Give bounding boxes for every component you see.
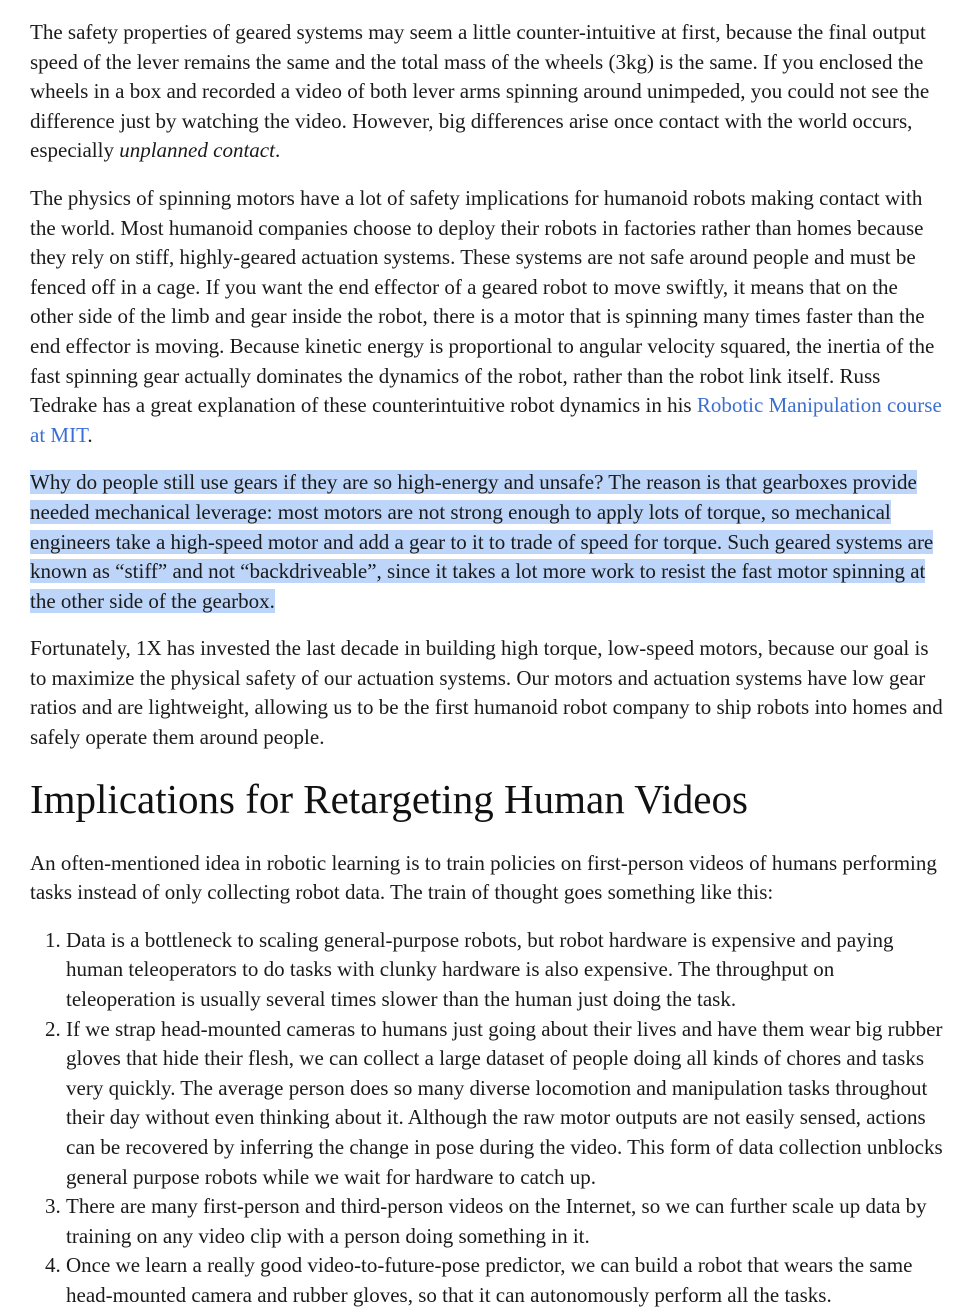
paragraph-spinning-motors: [30, 184, 946, 450]
list-item: 4. Once we learn a really good video-to-future-pose predictor, we can build a robot that wears the same head-mounted camera and rubber gloves, so that it can autonomously perform all the tasks.: [66, 1251, 946, 1310]
paragraph-end: .: [274, 138, 281, 163]
list-item: 3. There are many first-person and third-person videos on the Internet, so we can further scale up data by training on any video clip with a person doing something in it.: [66, 1192, 946, 1251]
paragraph-text: The physics of spinning motors have a lot of safety implications for humanoid robots making contact with the world. Most humanoid companies choose to deploy their robots in factories rather than homes because they rely on stiff, highly-geared actuation systems. These systems are not safe around people and must be fenced off in a cage. If you want the end effector of a geared robot to move swiftly, it means that on the other side of the limb and gear inside the robot, there is a motor that is spinning many times faster than the end effector is moving. Because kinetic energy is proportional to angular velocity squared, the inertia of the fast spinning gear actually dominates the dynamics of the robot, rather than the robot link itself. Russ Tedrake has a great explanation of these counterintuitive robot dynamics in his: [30, 185, 935, 418]
paragraph-why-gears: [30, 468, 946, 616]
emphasis-unplanned-contact: unplanned contact: [119, 138, 275, 163]
paragraph-geared-safety: [30, 18, 946, 166]
paragraph-text: Fortunately, 1X has invested the last decade in building high torque, low-speed motors, because our goal is to maximize the physical safety of our actuation systems. Our motors and actuation systems have low gear ratios and are lightweight, allowing us to be the first humanoid robot company to ship robots into homes and safely operate them around people.: [30, 636, 943, 750]
link-robotic-manipulation-course[interactable]: Robotic Manipulation course at MIT: [30, 393, 942, 447]
list-item: 1. Data is a bottleneck to scaling general-purpose robots, but robot hardware is expensive and paying human teleoperators to do tasks with clunky hardware is also expensive. The throughput on teleoperation is usually several times slower than the human just doing the task.: [66, 926, 946, 1015]
paragraph-text: The safety properties of geared systems may seem a little counter-intuitive at first, because the final output speed of the lever remains the same and the total mass of the wheels (3kg) is the same. If you enclosed the wheels in a box and recorded a video of both lever arms spinning around unimpeded, you could not see the difference just by watching the video. However, big differences arise once contact with the world occurs, especially: [30, 20, 930, 163]
paragraph-end: .: [87, 422, 93, 447]
paragraph-text: An often-mentioned idea in robotic learning is to train policies on first-person videos of humans performing tasks instead of only collecting robot data. The train of thought goes something like this:: [30, 850, 937, 905]
paragraph-1x-motors: [30, 634, 946, 752]
selected-text-highlight[interactable]: Why do people still use gears if they are so high-energy and unsafe? The reason is that gearboxes provide needed mechanical leverage: most motors are not strong enough to apply lots of torque, so mechanical engineers take a high-speed motor and add a gear to it to trade of speed for torque. Such geared systems are known as “stiff” and not “backdriveable”, since it takes a lot more work to resist the fast motor spinning at the other side of the gearbox.: [30, 470, 934, 613]
paragraph-retargeting-intro: [30, 849, 946, 908]
list-item: 2. If we strap head-mounted cameras to humans just going about their lives and have them wear big rubber gloves that hide their flesh, we can collect a large dataset of people doing all kinds of chores and tasks very quickly. The average person does so many diverse locomotion and manipulation tasks throughout their day without even thinking about it. Although the raw motor outputs are not easily sensed, actions can be recovered by inferring the change in pose during the video. This form of data collection unblocks general purpose robots while we wait for hardware to catch up.: [66, 1015, 946, 1193]
section-heading: Implications for Retargeting Human Videos: [30, 775, 748, 822]
numbered-list: [30, 926, 946, 1311]
